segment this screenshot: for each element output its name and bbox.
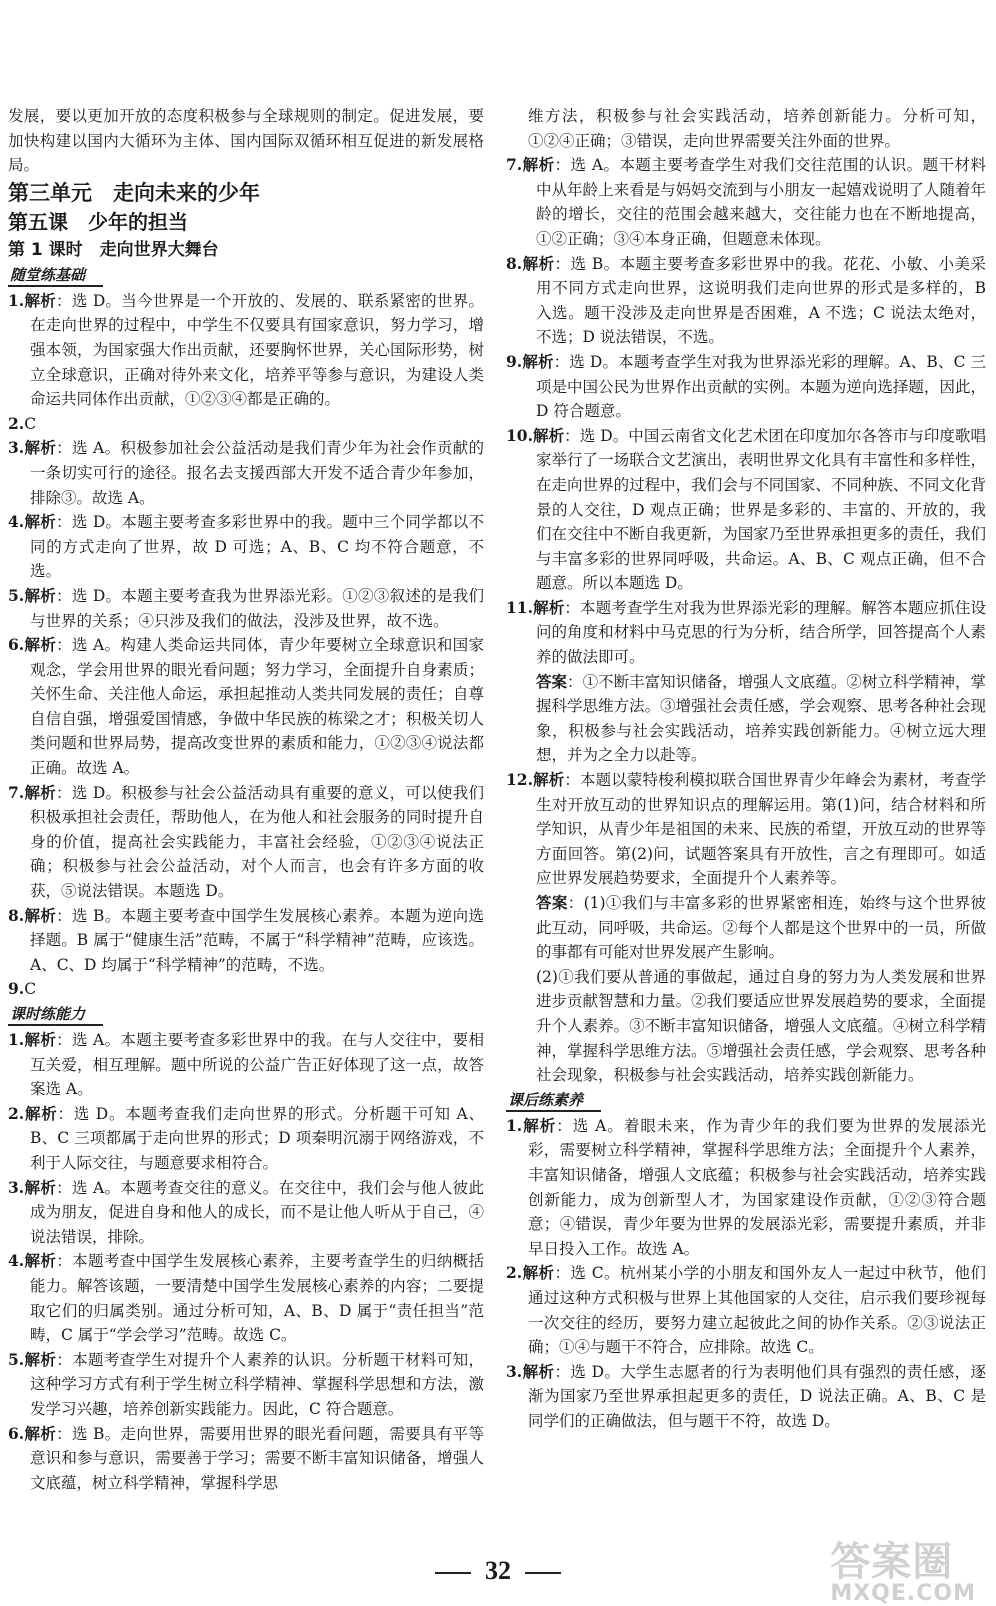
analysis-text: ：本题考查学生对我为世界添光彩的理解。解答本题应抓住设问的角度和材料中马克思的行为分析，结合所学，回答提高个人素养的做法即可。 xyxy=(536,598,986,667)
item-number: 7. xyxy=(506,155,523,175)
item-number: 1. xyxy=(8,290,25,310)
item-number: 2. xyxy=(8,413,25,433)
item-number: 4. xyxy=(8,512,25,532)
question-item xyxy=(8,1422,484,1496)
question-item xyxy=(8,633,484,781)
dash-right xyxy=(525,1572,561,1574)
item-number: 5. xyxy=(8,1349,25,1369)
analysis-text: ：选 B。走向世界，需要用世界的眼光看问题，需要具有平等意识和参与意识，需要善于学习；需要不断丰富知识储备，增强人文底蕴，树立科学精神，掌握科学思 xyxy=(30,1424,484,1492)
analysis-text: ：选 B。本题主要考查多彩世界中的我。花花、小敏、小美采用不同方式走向世界，这说明我们走向世界的形式是多样的，B 入选。题干没涉及走向世界是否困难，A 不选；C 说法太绝对，不选；D 说法错误，不选。 xyxy=(536,254,986,347)
item-number: 1. xyxy=(506,1115,523,1135)
question-item xyxy=(506,350,986,424)
analysis-text: C xyxy=(24,980,37,999)
analysis-label: 解析 xyxy=(522,1115,557,1135)
analysis-text: ：选 D。积极参与社会公益活动具有重要的意义，可以使我们积极承担社会责任，帮助他人，在为他人和社会服务的同时提升自身的价值，提高社会实践能力，丰富社会经验，①②③④说法正确；积极参与社会公益活动，对个人而言，也会有许多方面的收获，⑤说法错误。本题选 D。 xyxy=(30,783,484,901)
question-item xyxy=(8,584,484,633)
analysis-label: 解析 xyxy=(532,425,565,445)
analysis-label: 解析 xyxy=(24,782,57,802)
answer-label: 答案 xyxy=(536,893,568,912)
item-number: 7. xyxy=(8,782,25,802)
analysis-label: 解析 xyxy=(24,290,57,310)
question-item xyxy=(8,436,484,510)
analysis-label: 解析 xyxy=(522,1361,555,1381)
item-number: 9. xyxy=(8,979,25,999)
answer-text: ：(1)①我们与丰富多彩的世界紧密相连，始终与这个世界彼此互动，同呼吸，共命运。②每个人都是这个世界中的一员，所做的事都有可能对世界发展产生影响。 xyxy=(536,894,986,962)
analysis-text: ：选 B。本题主要考查中国学生发展核心素养。本题为逆向选择题。B 属于“健康生活”范畴，不属于“科学精神”范畴，应该选。A、C、D 均属于“科学精神”的范畴，不选。 xyxy=(30,906,484,974)
analysis-label: 解析 xyxy=(24,1423,57,1443)
lesson-title: 第五课 少年的担当 xyxy=(8,209,188,234)
analysis-text: ：选 D。本题主要考查我为世界添光彩。①②③叙述的是我们与世界的关系；④只涉及我们的做法，没涉及世界，故不选。 xyxy=(30,586,484,630)
analysis-label: 解析 xyxy=(522,351,554,371)
question-item xyxy=(8,510,484,584)
analysis-text: ：选 C。杭州某小学的小朋友和国外友人一起过中秋节，他们通过这种方式积极与世界上其他国家的人交往，启示我们要珍视每一次交往的经历，要努力建立起彼此之间的协作关系。②③说法正确；①④与题干不符合，应排除。故选 C。 xyxy=(528,1264,986,1357)
section-ability-items xyxy=(8,1028,484,1495)
analysis-label: 解析 xyxy=(24,438,57,458)
item-number: 11. xyxy=(506,597,533,617)
watermark-url: MXQE.COM xyxy=(830,1581,976,1606)
question-item xyxy=(506,153,986,251)
question-item xyxy=(8,977,484,1002)
analysis-text: ：本题以蒙特梭利模拟联合国世界青少年峰会为素材，考查学生对开放互动的世界知识点的理解运用。第(1)问，结合材料和所学知识，从青少年是祖国的未来、民族的希望，开放互动的世界等方面回答。第(2)问，试题答案具有开放性，言之有理即可。如适应世界发展趋势要求，全面提升个人素养等。 xyxy=(536,771,986,888)
watermark-text: 答案圈 xyxy=(830,1539,954,1585)
right-items xyxy=(506,153,986,669)
analysis-text: ：选 D。本题考查我们走向世界的形式。分析题干可知 A、B、C 三项都属于走向世界的形式；D 项秦明沉溺于网络游戏，不利于人际交往，与题意要求相符合。 xyxy=(30,1104,484,1172)
item-number: 6. xyxy=(8,635,25,655)
answer-12-part2: (2)①我们要从普通的事做起，通过自身的努力为人类发展和世界进步贡献智慧和力量。②我们要适应世界发展趋势的要求，全面提升个人素养。③不断丰富知识储备，增强人文底蕴。④树立科学精神，掌握科学思维方法。⑤增强社会责任感，学会观察、思考各种社会现象，积极参与社会实践活动，培养实践创新能力。 xyxy=(536,967,986,1085)
left-column xyxy=(8,104,484,1495)
item-number: 5. xyxy=(8,585,25,605)
analysis-text: ：选 D。大学生志愿者的行为表明他们具有强烈的责任感，逐渐为国家乃至世界承担起更多的责任，D 说法正确。A、B、C 是同学们的正确做法，但与题干不符，故选 D。 xyxy=(528,1362,986,1430)
analysis-label: 解析 xyxy=(24,1030,57,1049)
analysis-label: 解析 xyxy=(24,635,57,655)
answer-text: ：①不断丰富知识储备，增强人文底蕴。②树立科学精神，掌握科学思维方法。③增强社会责任感，学会观察、思考各种社会现象，积极参与社会实践活动，培养实践创新能力。④树立远大理想，并为之全力以赴等。 xyxy=(536,672,986,765)
item-number: 6. xyxy=(8,1423,25,1443)
item-number: 4. xyxy=(8,1251,25,1271)
analysis-text: ：本题考查学生对提升个人素养的认识。分析题干材料可知，这种学习方式有利于学生树立科学精神、掌握科学思想和方法，激发学习兴趣，培养创新实践能力。因此，C 符合题意。 xyxy=(30,1350,484,1418)
analysis-label: 解析 xyxy=(522,1263,555,1283)
question-item xyxy=(506,1261,986,1359)
item-number: 3. xyxy=(8,1177,25,1197)
answer-12-part1 xyxy=(506,891,986,965)
section-after-class-items xyxy=(506,1114,986,1434)
analysis-label: 解析 xyxy=(24,512,57,532)
item-number: 9. xyxy=(506,351,523,371)
item-number: 2. xyxy=(8,1103,25,1123)
analysis-label: 解析 xyxy=(24,1103,58,1123)
question-item xyxy=(506,424,986,596)
period-title: 第 1 课时 走向世界大舞台 xyxy=(8,239,219,260)
question-item xyxy=(506,1360,986,1434)
section-basic-items xyxy=(8,289,484,1002)
question-item xyxy=(8,781,484,904)
analysis-label: 解析 xyxy=(24,1349,57,1369)
item-number: 8. xyxy=(506,253,523,273)
analysis-text: ：选 D。本题考查学生对我为世界添光彩的理解。A、B、C 三项是中国公民为世界作出贡献的实例。本题为逆向选择题，因此，D 符合题意。 xyxy=(536,352,986,421)
analysis-label: 解析 xyxy=(24,1177,57,1197)
item-number: 1. xyxy=(8,1030,25,1049)
dash-left xyxy=(435,1572,471,1574)
analysis-text: C xyxy=(24,414,37,433)
question-item xyxy=(8,1028,484,1102)
analysis-label: 解析 xyxy=(24,1251,57,1271)
item-number: 2. xyxy=(506,1263,523,1283)
question-item xyxy=(8,1176,484,1250)
analysis-label: 解析 xyxy=(24,905,57,925)
analysis-text: ：本题考查中国学生发展核心素养，主要考查学生的归纳概括能力。解答该题，一要清楚中国学生发展核心素养的内容；二要提取它们的归属类别。通过分析可知，A、B、D 属于“责任担当”范畴，C 属于“学会学习”范畴。故选 C。 xyxy=(30,1252,484,1345)
analysis-label: 解析 xyxy=(532,770,565,790)
analysis-text: ：选 A。构建人类命运共同体，青少年要树立全球意识和国家观念，学会用世界的眼光看问题；努力学习，全面提升自身素质；关怀生命、关注他人命运，承担起推动人类共同发展的责任；自尊自信自强，增强爱国情感，争做中华民族的栋梁之才；积极关切人类问题和世界局势，提高改变世界的素质和能力，①②③④说法都正确。故选 A。 xyxy=(30,636,484,778)
item-number: 3. xyxy=(8,438,25,458)
analysis-label: 解析 xyxy=(532,597,565,617)
question-item xyxy=(8,904,484,978)
question-item xyxy=(506,596,986,670)
question-item xyxy=(8,1348,484,1422)
section-heading-ability: 课时练能力 xyxy=(8,1004,103,1026)
intro-paragraph: 发展，要以更加开放的态度积极参与全球规则的制定。促进发展，要加快构建以国内大循环为主体、国内国际双循环相互促进的新发展格局。 xyxy=(8,107,484,175)
analysis-text: ：选 A。着眼未来，作为青少年的我们要为世界的发展添光彩，需要树立科学精神，掌握科学思维方法；全面提升个人素养，丰富知识储备，增强人文底蕴；积极参与社会实践活动，培养实践创新能力，成为创新型人才，为国家建设作贡献，①②③符合题意；④错误，青少年要为世界的发展添光彩，需要提升素质，并非早日投入工作。故选 A。 xyxy=(528,1116,986,1258)
analysis-text: ：选 D。本题主要考查多彩世界中的我。题中三个同学都以不同的方式走向了世界，故 D 可选；A、B、C 均不符合题意，不选。 xyxy=(30,513,484,581)
item-number: 8. xyxy=(8,905,25,925)
question-item xyxy=(506,1114,986,1262)
question-item xyxy=(8,1249,484,1347)
section-heading-basic: 随堂练基础 xyxy=(8,265,103,287)
question-item xyxy=(8,1102,484,1176)
answer-label: 答案 xyxy=(536,671,568,691)
section-heading-after-class: 课后练素养 xyxy=(506,1090,601,1112)
analysis-label: 解析 xyxy=(522,253,555,273)
answer-11 xyxy=(506,670,986,768)
analysis-text: ：选 A。本题考查交往的意义。在交往中，我们会与他人彼此成为朋友，促进自身和他人的成长，而不是让他人听从于自己，④说法错误，排除。 xyxy=(30,1178,484,1246)
item-number: 10. xyxy=(506,425,533,445)
analysis-text: ：选 A。本题主要考查学生对我们交往范围的认识。题干材料中从年龄上来看是与妈妈交流到与小朋友一起嬉戏说明了人随着年龄的增长，交往的范围会越来越大，交往能力也在不断地提高，①②正确；③④本身正确，但题意未体现。 xyxy=(536,156,986,248)
question-12 xyxy=(506,768,986,891)
question-item xyxy=(506,252,986,350)
analysis-label: 解析 xyxy=(24,585,57,605)
analysis-text: ：选 A。本题主要考查多彩世界中的我。在与人交往中，要相互关爱，相互理解。题中所说的公益广告正好体现了这一点，故答案选 A。 xyxy=(30,1031,484,1099)
watermark-logo xyxy=(830,1530,976,1606)
item-number: 3. xyxy=(506,1361,523,1381)
right-column xyxy=(506,104,986,1433)
question-item xyxy=(8,412,484,437)
question-item xyxy=(8,289,484,412)
analysis-label: 解析 xyxy=(522,155,555,175)
continued-paragraph: 维方法，积极参与社会实践活动，培养创新能力。分析可知，①②④正确；③错误，走向世界需要关注外面的世界。 xyxy=(528,107,986,150)
item-number: 12. xyxy=(506,770,533,790)
unit-title: 第三单元 走向未来的少年 xyxy=(8,180,260,205)
analysis-text: ：选 A。积极参加社会公益活动是我们青少年为社会作贡献的一条切实可行的途径。报名去支援西部大开发不适合青少年参加，排除③。故选 A。 xyxy=(30,439,484,507)
page-number-text: 32 xyxy=(485,1556,511,1585)
analysis-text: ：选 D。中国云南省文化艺术团在印度加尔各答市与印度歌唱家举行了一场联合文艺演出，表明世界文化具有丰富性和多样性，在走向世界的过程中，我们会与不同国家、不同种族、不同文化背景的人交往，D 观点正确；世界是多彩的、丰富的、开放的，我们在交往中不断自我更新，为国家乃至世界承担更多的责任，我们与丰富多彩的世界同呼吸，共命运。A、B、C 观点正确，但不合题意。所以本题选 D。 xyxy=(536,426,986,593)
analysis-text: ：选 D。当今世界是一个开放的、发展的、联系紧密的世界。在走向世界的过程中，中学生不仅要具有国家意识，努力学习，增强本领，为国家强大作出贡献，还要胸怀世界，关心国际形势，树立全球意识，正确对待外来文化，培养平等参与意识，为建设人类命运共同体作出贡献，①②③④都是正确的。 xyxy=(30,291,484,409)
